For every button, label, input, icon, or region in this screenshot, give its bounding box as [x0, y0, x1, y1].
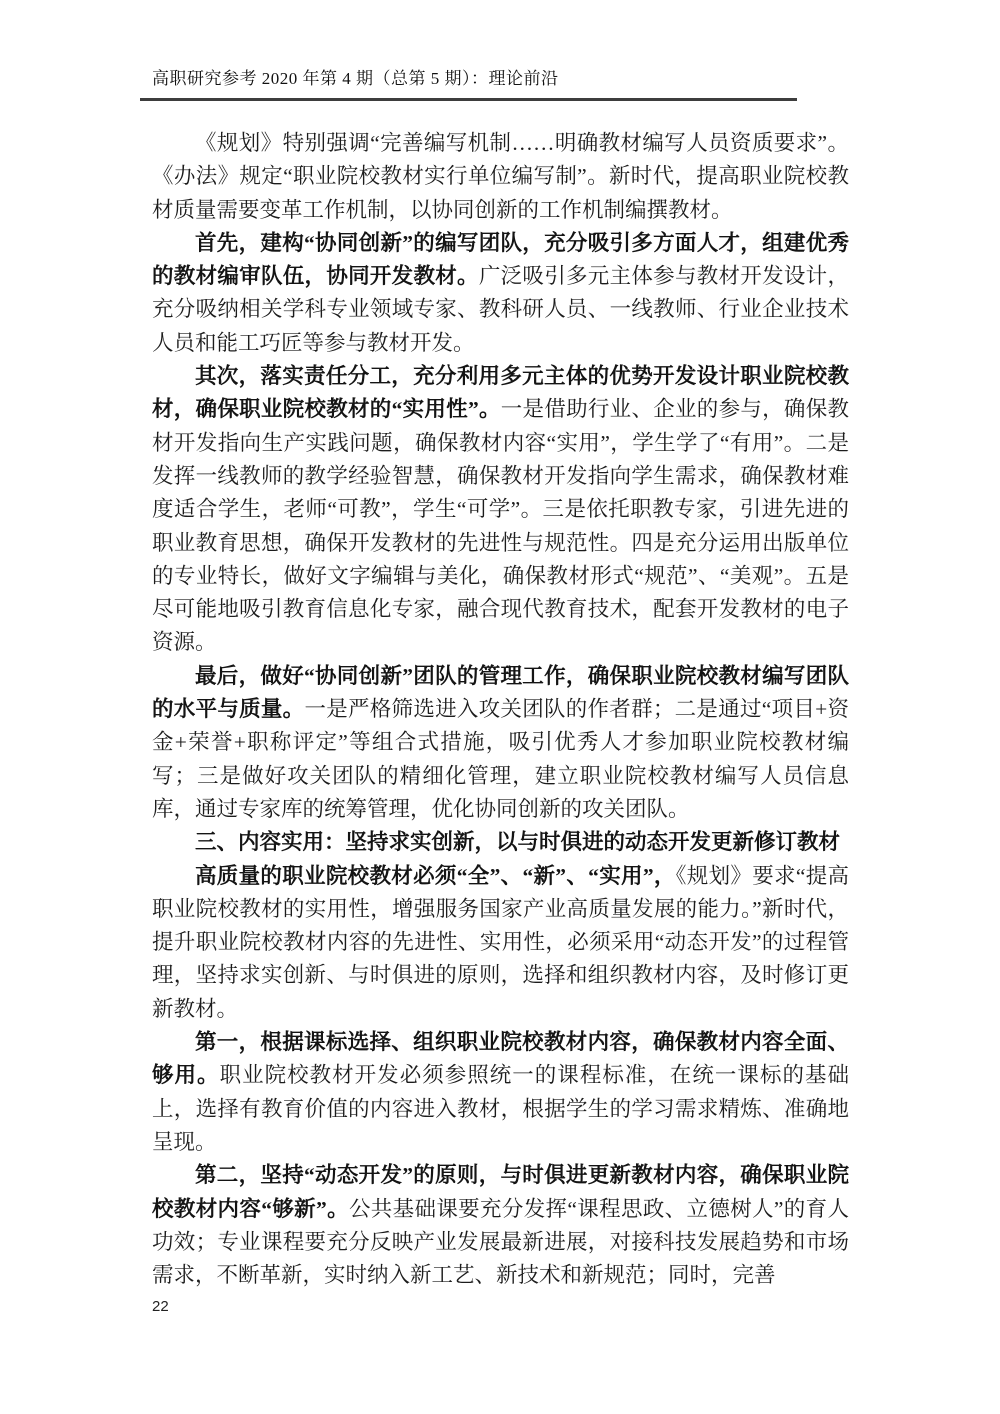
paragraph-point-two-text: 公共基础课要充分发挥“课程思政、立德树人”的育人功效；专业课程要充分反映产业发展最新进展，对接科技发展趋势和市场需求，不断革新，实时纳入新工艺、新技术和新规范；同时，完善 [152, 1196, 849, 1288]
paragraph-second-point [152, 360, 849, 660]
paragraph-point-one [152, 1026, 849, 1159]
paragraph-section-intro-lead: 高质量的职业院校教材必须“全”、“新”、“实用”， [195, 863, 676, 888]
journal-header-text: 高职研究参考 2020 年第 4 期（总第 5 期）：理论前沿 [152, 69, 559, 88]
page-number: 22 [152, 1298, 169, 1315]
paragraph-last-point-text: 一是严格筛选进入攻关团队的作者群；二是通过“项目+资金+荣誉+职称评定”等组合式措施，吸引优秀人才参加职业院校教材编写；三是做好攻关团队的精细化管理，建立职业院校教材编写人员信息库，通过专家库的统筹管理，优化协同创新的攻关团队。 [152, 697, 849, 821]
paragraph-point-one-text: 职业院校教材开发必须参照统一的课程标准，在统一课标的基础上，选择有教育价值的内容进入教材，根据学生的学习需求精炼、准确地呈现。 [152, 1063, 849, 1154]
paragraph-first-point-lead: 首先，建构“协同创新”的编写团队，充分吸引多方面人才，组建优秀的教材编审队伍，协同开发教材。 [152, 230, 849, 289]
paragraph-first-point [152, 227, 849, 360]
header-rule [140, 98, 797, 101]
paragraph-second-point-lead: 其次，落实责任分工，充分利用多元主体的优势开发设计职业院校教材，确保职业院校教材的“实用性”。 [152, 364, 849, 422]
paragraph-section-intro [152, 860, 849, 1026]
paragraph-point-two [152, 1159, 849, 1292]
paragraph-intro-text: 《规划》特别强调“完善编写机制……明确教材编写人员资质要求”。《办法》规定“职业院校教材实行单位编写制”。新时代，提高职业院校教材质量需要变革工作机制，以协同创新的工作机制编撰教材。 [152, 131, 849, 222]
paragraph-last-point-lead: 最后，做好“协同创新”团队的管理工作，确保职业院校教材编写团队的水平与质量。 [152, 663, 849, 722]
paragraph-second-point-text: 一是借助行业、企业的参与，确保教材开发指向生产实践问题，确保教材内容“实用”，学生学了“有用”。二是发挥一线教师的教学经验智慧，确保教材开发指向学生需求，确保教材难度适合学生，老师“可教”，学生“可学”。三是依托职教专家，引进先进的职业教育思想，确保开发教材的先进性与规范性。四是充分运用出版单位的专业特长，做好文字编辑与美化，确保教材形式“规范”、“美观”。五是尽可能地吸引教育信息化专家，融合现代教育技术，配套开发教材的电子资源。 [152, 397, 849, 655]
paragraph-first-point-text: 广泛吸引多元主体参与教材开发设计，充分吸纳相关学科专业领域专家、教科研人员、一线教师、行业企业技术人员和能工巧匠等参与教材开发。 [152, 264, 849, 355]
section-heading-text: 三、内容实用：坚持求实创新，以与时俱进的动态开发更新修订教材 [195, 830, 841, 855]
paragraph-section-intro-text: 《规划》要求“提高职业院校教材的实用性，增强服务国家产业高质量发展的能力。”新时代，提升职业院校教材内容的先进性、实用性，必须采用“动态开发”的过程管理，坚持求实创新、与时俱进的原则，选择和组织教材内容，及时修订更新教材。 [152, 863, 849, 1021]
paragraph-last-point [152, 660, 849, 826]
paragraph-point-two-lead: 第二，坚持“动态开发”的原则，与时俱进更新教材内容，确保职业院校教材内容“够新”。 [152, 1163, 849, 1221]
running-header [152, 64, 559, 89]
article-body [152, 127, 849, 1292]
paragraph-intro [152, 127, 849, 227]
paragraph-point-one-lead: 第一，根据课标选择、组织职业院校教材内容，确保教材内容全面、够用。 [152, 1030, 849, 1088]
section-heading [152, 826, 849, 859]
